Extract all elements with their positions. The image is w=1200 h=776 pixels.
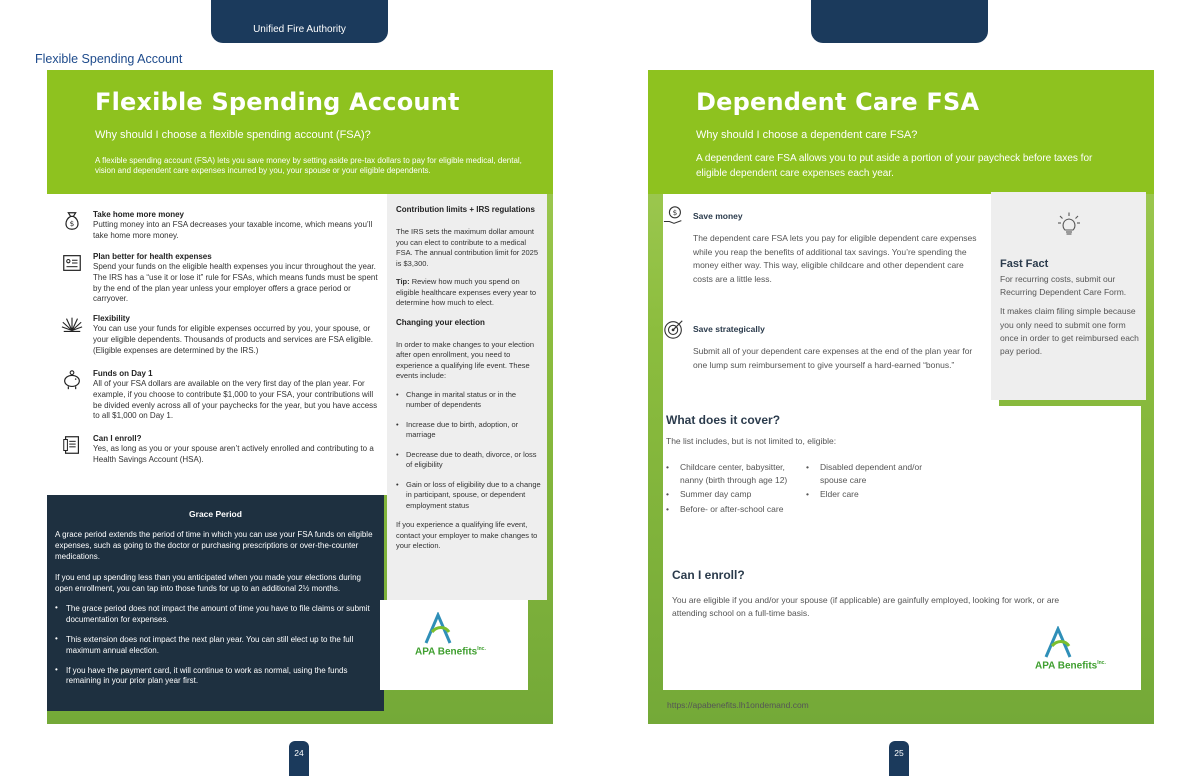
event-item: • Gain or loss of eligibility due to a change in participant, spouse, or dependent employment status xyxy=(396,480,541,512)
piggy-bank-icon xyxy=(61,369,83,391)
page-intro: A dependent care FSA allows you to put aside a portion of your paycheck before taxes for eligible dependent care expenses each year. xyxy=(696,153,1093,179)
logo-suffix: Inc. xyxy=(1097,660,1106,666)
apa-benefits-logo xyxy=(1035,626,1125,676)
svg-text:$: $ xyxy=(69,219,75,229)
event-item: • Decrease due to death, divorce, or loss of eligibility xyxy=(396,450,541,471)
grace-title: Grace Period xyxy=(189,509,242,519)
organization-name: Unified Fire Authority xyxy=(253,24,346,35)
save-strategically-title: Save strategically xyxy=(693,324,765,334)
logo-suffix: Inc. xyxy=(477,646,486,652)
save-strategically-block xyxy=(663,323,983,403)
coverage-panel xyxy=(663,406,1141,690)
cover-title: What does it cover? xyxy=(666,413,781,427)
benefit-text: Yes, as long as you or your spouse aren’t actively enrolled and contributing to a Health Savings Account (HSA). xyxy=(93,444,374,464)
logo-area xyxy=(380,600,528,690)
changing-text: In order to make changes to your election after open enrollment, you need to experience a qualifying life event. These events include: xyxy=(396,339,534,381)
enroll-text: You are eligible if you and/or your spouse (if applicable) are gainfully employed, looking for work, or are attending school on a full-time basis. xyxy=(672,595,1060,618)
site-url-link[interactable]: https://apabenefits.lh1ondemand.com xyxy=(667,700,809,710)
cover-item: • Before- or after-school care xyxy=(666,503,796,516)
grace-bullet: • If you have the payment card, it will continue to work as normal, using the funds remaining in your prior plan year first. xyxy=(55,666,376,688)
benefit-title: Take home more money xyxy=(93,210,184,219)
benefit-flexibility xyxy=(57,314,385,360)
benefit-title: Plan better for health expenses xyxy=(93,252,212,261)
checklist-icon xyxy=(61,252,83,274)
tip-text xyxy=(396,277,541,309)
cover-item: • Disabled dependent and/or spouse care xyxy=(806,461,931,487)
sunburst-icon xyxy=(61,314,83,336)
event-item: • Increase due to birth, adoption, or marriage xyxy=(396,420,541,441)
tip-label: Tip: xyxy=(396,277,410,287)
save-money-title: Save money xyxy=(693,211,743,221)
cover-item: • Elder care xyxy=(806,488,931,501)
svg-text:$: $ xyxy=(672,208,678,218)
save-strategically-text: Submit all of your dependent care expenses at the end of the plan year for one lump sum reimbursement to give yourself a hard-earned “bonus.” xyxy=(693,346,973,370)
page-title: Dependent Care FSA xyxy=(696,88,980,116)
grace-bullet: • The grace period does not impact the amount of time you have to file claims or submit documentation for expenses. xyxy=(55,604,376,626)
grace-paragraph: If you end up spending less than you anticipated when you made your elections during open enrollment, you can tap into those funds for up to an additional 2½ months. xyxy=(55,572,361,593)
benefit-funds-day-one xyxy=(57,369,385,431)
cover-list-col1 xyxy=(666,461,796,517)
apa-benefits-logo xyxy=(415,612,505,662)
document-label: Flexible Spending Account xyxy=(35,52,183,66)
benefit-text: All of your FSA dollars are available on the very first day of the plan year. For example, if you choose to contribute $1,000 to your FSA, your contributions will be divided evenly across all of your paychecks for the year, but you have access to all $1,000 on Day 1. xyxy=(93,379,378,421)
page-24 xyxy=(47,70,553,724)
page-intro: A flexible spending account (FSA) lets you save money by setting aside pre-tax dollars to pay for eligible medical, dental, vision and dependent care expenses incurred by you, your spouse or your eligible dependents. xyxy=(95,156,522,175)
header-tab-left xyxy=(211,0,388,43)
grace-bullet: • This extension does not impact the next plan year. You can still elect up to the full maximum annual election. xyxy=(55,635,376,657)
page-banner xyxy=(648,70,1154,194)
benefits-panel xyxy=(47,194,387,495)
page-title: Flexible Spending Account xyxy=(95,88,460,116)
apa-logo-mark xyxy=(1043,626,1073,658)
page-number-25: 25 xyxy=(889,741,909,776)
tip-body: Review how much you spend on eligible healthcare expenses every year to determine how much to elect. xyxy=(396,277,537,308)
cover-intro: The list includes, but is not limited to, eligible: xyxy=(666,436,837,446)
benefit-text: Putting money into an FSA decreases your taxable income, which means you’ll take home more money. xyxy=(93,220,373,240)
grace-bullets xyxy=(55,604,376,687)
savings-panel xyxy=(663,194,999,406)
money-bag-icon xyxy=(61,210,83,232)
save-money-block xyxy=(663,210,983,310)
cover-item: • Summer day camp xyxy=(666,488,796,501)
save-money-text: The dependent care FSA lets you pay for eligible dependent care expenses while you reap the benefits of additional tax savings. You’re spending the money either way. This way, eligible childcare and other dependent care costs are a little less. xyxy=(693,233,977,284)
logo-wordmark: APA Benefits$^{Inc.}$ xyxy=(415,646,486,658)
document-icon xyxy=(61,434,83,456)
benefit-title: Can I enroll? xyxy=(93,434,142,443)
page-subtitle: Why should I choose a flexible spending account (FSA)? xyxy=(95,129,371,141)
benefit-plan-better xyxy=(57,252,385,310)
benefit-title: Flexibility xyxy=(93,314,130,323)
lightbulb-icon xyxy=(1058,212,1080,238)
benefit-text: Spend your funds on the eligible health expenses you incur throughout the year. The IRS has a “use it or lose it” rule for FSAs, which means funds must be spent by the end of the plan year unless your employer offers a grace period or carryover. xyxy=(93,262,378,304)
grace-period-box xyxy=(47,495,384,711)
changing-title: Changing your election xyxy=(396,317,485,327)
fast-fact-text: It makes claim filing simple because you only need to submit one form once in order to get reimbursed each pay period. xyxy=(1000,306,1139,356)
apa-logo-mark xyxy=(423,612,453,644)
enroll-title: Can I enroll? xyxy=(672,568,745,582)
cover-list-col2 xyxy=(806,461,931,503)
limits-text: The IRS sets the maximum dollar amount you can elect to contribute to a medical FSA. The annual contribution limit for 2025 is $3,300. xyxy=(396,227,539,268)
logo-wordmark: APA Benefits$^{Inc.}$ xyxy=(1035,660,1106,672)
fast-fact-text: For recurring costs, submit our Recurring Dependent Care Form. xyxy=(1000,274,1127,298)
dollar-hand-icon xyxy=(663,205,685,227)
fast-fact-title: Fast Fact xyxy=(1000,258,1049,270)
contribution-sidebar xyxy=(387,194,547,600)
limits-title: Contribution limits + IRS regulations xyxy=(396,205,535,214)
event-item: • Change in marital status or in the number of dependents xyxy=(396,390,541,411)
fast-fact-box xyxy=(991,192,1146,400)
page-25 xyxy=(648,70,1154,724)
page-banner xyxy=(47,70,553,194)
page-number-24: 24 xyxy=(289,741,309,776)
header-tab-right xyxy=(811,0,988,43)
benefit-text: You can use your funds for eligible expenses occurred by you, your spouse, or your eligible dependents. Thousands of products and services are FSA eligible. (Eligible expenses are determined by the IRS.) xyxy=(93,324,374,355)
closing-text: If you experience a qualifying life event, contact your employer to make changes to your election. xyxy=(396,520,538,551)
target-icon xyxy=(663,318,685,340)
grace-paragraph: A grace period extends the period of time in which you can use your FSA funds on eligible expenses, such as going to the doctor or purchasing prescriptions or over-the-counter medications. xyxy=(55,530,373,562)
qualifying-events xyxy=(396,390,541,512)
benefit-take-home xyxy=(57,210,385,250)
page-subtitle: Why should I choose a dependent care FSA? xyxy=(696,129,918,141)
benefit-title: Funds on Day 1 xyxy=(93,369,153,378)
cover-item: • Childcare center, babysitter, nanny (birth through age 12) xyxy=(666,461,796,487)
benefit-can-enroll xyxy=(57,434,385,474)
